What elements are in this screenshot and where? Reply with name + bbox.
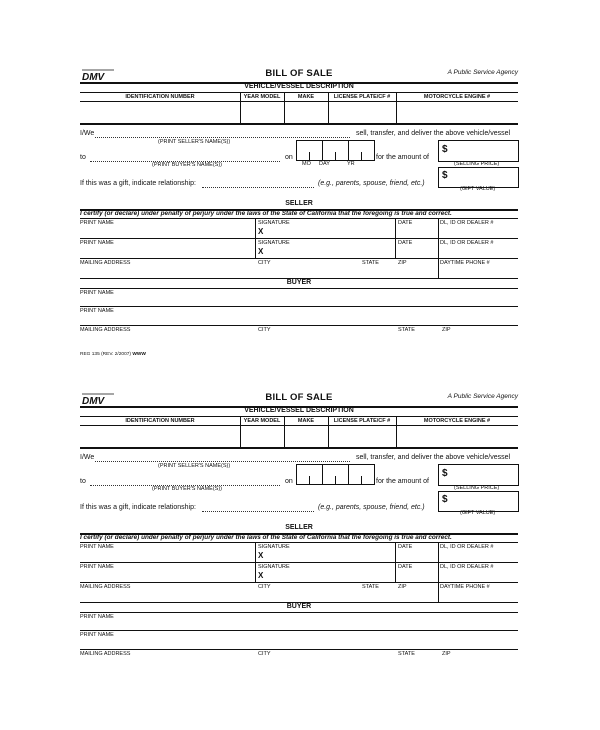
- seller-state-label: STATE: [362, 260, 379, 266]
- seller-signature-label: SIGNATURE: [258, 220, 290, 226]
- selling-price-box[interactable]: [438, 140, 519, 162]
- bill-of-sale-form: [80, 66, 518, 376]
- seller2-dl-label: DL, ID OR DEALER #: [440, 240, 494, 246]
- form-title: BILL OF SALE: [265, 392, 333, 403]
- seller-certification: I certify (or declare) under penalty of perjury under the laws of the State of California that the foregoing is true and correct.: [80, 210, 452, 217]
- buyer-city-label: CITY: [258, 651, 271, 657]
- seller-city-label: CITY: [258, 584, 271, 590]
- buyer2-print-name-label: PRINT NAME: [80, 308, 114, 314]
- dollar-sign: $: [442, 144, 448, 155]
- col-make: MAKE: [297, 94, 315, 100]
- gift-dollar-sign: $: [442, 494, 448, 505]
- col-year-model: YEAR MODEL: [243, 418, 281, 424]
- col-license-plate: LICENSE PLATE/CF #: [333, 94, 391, 100]
- selling-price-caption: (SELLING PRICE): [454, 485, 500, 491]
- amount-text: for the amount of: [376, 154, 429, 161]
- svg-text:DMV: DMV: [82, 396, 105, 406]
- gift-value-caption: (GIFT VALUE): [460, 510, 496, 516]
- buyer-zip-label: ZIP: [442, 327, 451, 333]
- seller-phone-label: DAYTIME PHONE #: [440, 584, 490, 590]
- seller-dl-label: DL, ID OR DEALER #: [440, 544, 494, 550]
- on-label: on: [285, 154, 293, 161]
- col-license-plate: LICENSE PLATE/CF #: [333, 418, 391, 424]
- buyer-city-label: CITY: [258, 327, 271, 333]
- seller-zip-label: ZIP: [398, 584, 407, 590]
- col-motorcycle-engine: MOTORCYCLE ENGINE #: [423, 94, 491, 100]
- seller-zip-label: ZIP: [398, 260, 407, 266]
- gift-value-caption: (GIFT VALUE): [460, 186, 496, 192]
- gift-relationship-label: If this was a gift, indicate relationship:: [80, 180, 196, 187]
- seller2-signature-label: SIGNATURE: [258, 564, 290, 570]
- seller2-date-label: DATE: [398, 564, 413, 570]
- gift-relationship-field[interactable]: [202, 511, 314, 512]
- seller-heading: SELLER: [285, 524, 313, 531]
- amount-text: for the amount of: [376, 478, 429, 485]
- seller-date-label: DATE: [398, 220, 413, 226]
- seller-signature-x: X: [258, 551, 264, 560]
- seller-signature-label: SIGNATURE: [258, 544, 290, 550]
- sell-transfer-text: sell, transfer, and deliver the above vehicle/vessel: [356, 130, 511, 137]
- seller-name-field[interactable]: [95, 461, 350, 462]
- buyer-print-name-label: PRINT NAME: [80, 290, 114, 296]
- dollar-sign: $: [442, 468, 448, 479]
- vehicle-section-heading: VEHICLE/VESSEL DESCRIPTION: [244, 407, 354, 414]
- on-label: on: [285, 478, 293, 485]
- buyer-name-caption: (PRINT BUYER'S NAME(S)): [152, 162, 223, 168]
- to-label: to: [80, 478, 86, 485]
- buyer-heading: BUYER: [286, 279, 312, 286]
- seller-signature-x: X: [258, 227, 264, 236]
- to-label: to: [80, 154, 86, 161]
- gift-examples: (e.g., parents, spouse, friend, etc.): [318, 180, 425, 187]
- seller-phone-label: DAYTIME PHONE #: [440, 260, 490, 266]
- seller2-signature-label: SIGNATURE: [258, 240, 290, 246]
- buyer-state-label: STATE: [398, 651, 415, 657]
- agency-tagline: A Public Service Agency: [447, 69, 518, 76]
- col-year-model: YEAR MODEL: [243, 94, 281, 100]
- seller2-print-name-label: PRINT NAME: [80, 240, 114, 246]
- buyer-state-label: STATE: [398, 327, 415, 333]
- agency-tagline: A Public Service Agency: [447, 393, 518, 400]
- year-caption: YR: [347, 161, 355, 167]
- buyer-mailing-address-label: MAILING ADDRESS: [80, 327, 131, 333]
- seller2-signature-x: X: [258, 571, 264, 580]
- vehicle-section-heading: VEHICLE/VESSEL DESCRIPTION: [244, 83, 354, 90]
- form-title: BILL OF SALE: [265, 68, 333, 79]
- selling-price-caption: (SELLING PRICE): [454, 161, 500, 167]
- buyer-print-name-label: PRINT NAME: [80, 614, 114, 620]
- day-caption: DAY: [319, 161, 330, 167]
- seller2-signature-x: X: [258, 247, 264, 256]
- gift-examples: (e.g., parents, spouse, friend, etc.): [318, 504, 425, 511]
- gift-relationship-field[interactable]: [202, 187, 314, 188]
- col-identification-number: IDENTIFICATION NUMBER: [125, 94, 195, 100]
- month-caption: MO: [302, 161, 311, 167]
- col-make: MAKE: [297, 418, 315, 424]
- form-number: REG 135 (REV. 2/2007): [80, 352, 132, 357]
- bill-of-sale-form-copy: [80, 390, 518, 700]
- seller-mailing-address-label: MAILING ADDRESS: [80, 260, 131, 266]
- seller-dl-label: DL, ID OR DEALER #: [440, 220, 494, 226]
- seller-mailing-address-label: MAILING ADDRESS: [80, 584, 131, 590]
- buyer-heading: BUYER: [286, 603, 312, 610]
- seller-date-label: DATE: [398, 544, 413, 550]
- seller-name-caption: (PRINT SELLER'S NAME(S)): [158, 463, 231, 469]
- col-identification-number: IDENTIFICATION NUMBER: [125, 418, 195, 424]
- gift-value-box[interactable]: [438, 491, 519, 512]
- seller-print-name-label: PRINT NAME: [80, 220, 114, 226]
- seller-name-caption: (PRINT SELLER'S NAME(S)): [158, 139, 231, 145]
- seller-city-label: CITY: [258, 260, 271, 266]
- buyer2-print-name-label: PRINT NAME: [80, 632, 114, 638]
- selling-price-box[interactable]: [438, 464, 519, 486]
- svg-text:DMV: DMV: [82, 72, 105, 82]
- gift-relationship-label: If this was a gift, indicate relationship:: [80, 504, 196, 511]
- seller-name-field[interactable]: [95, 137, 350, 138]
- buyer-mailing-address-label: MAILING ADDRESS: [80, 651, 131, 657]
- seller-certification: I certify (or declare) under penalty of perjury under the laws of the State of California that the foregoing is true and correct.: [80, 534, 452, 541]
- seller-print-name-label: PRINT NAME: [80, 544, 114, 550]
- seller2-print-name-label: PRINT NAME: [80, 564, 114, 570]
- seller2-dl-label: DL, ID OR DEALER #: [440, 564, 494, 570]
- sell-transfer-text: sell, transfer, and deliver the above vehicle/vessel: [356, 454, 511, 461]
- seller-state-label: STATE: [362, 584, 379, 590]
- i-we-label: I/We: [80, 454, 95, 461]
- seller-heading: SELLER: [285, 200, 313, 207]
- buyer-name-caption: (PRINT BUYER'S NAME(S)): [152, 486, 223, 492]
- form-code: WWW: [132, 352, 146, 357]
- gift-dollar-sign: $: [442, 170, 448, 181]
- gift-value-box[interactable]: [438, 167, 519, 188]
- buyer-zip-label: ZIP: [442, 651, 451, 657]
- col-motorcycle-engine: MOTORCYCLE ENGINE #: [423, 418, 491, 424]
- form-footer: [80, 352, 146, 357]
- i-we-label: I/We: [80, 130, 95, 137]
- seller2-date-label: DATE: [398, 240, 413, 246]
